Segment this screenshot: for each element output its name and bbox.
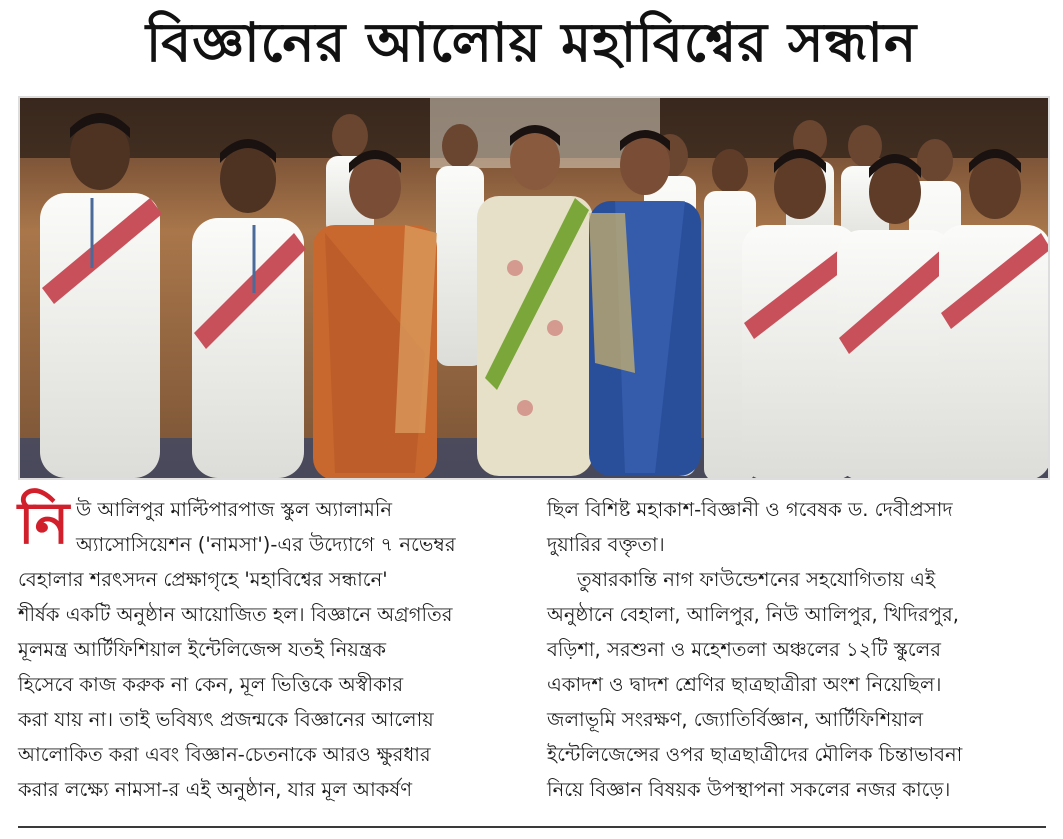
- article-line: বড়িশা, সরশুনা ও মহেশতলা অঞ্চলের ১২টি স্কুলের: [547, 638, 941, 661]
- article-line: শীর্ষক একটি অনুষ্ঠান আয়োজিত হল। বিজ্ঞানে অগ্রগতির: [18, 603, 453, 626]
- dropcap: নি: [18, 489, 70, 557]
- article-line: নিয়ে বিজ্ঞান বিষয়ক উপস্থাপনা সকলের নজর কাড়ে।: [547, 778, 951, 801]
- article-column-left: [18, 489, 518, 807]
- article-line: ইন্টেলিজেন্সের ওপর ছাত্রছাত্রীদের মৌলিক চিন্তাভাবনা: [547, 743, 963, 766]
- article-column-right: [547, 492, 1047, 807]
- article-line: করার লক্ষ্যে নামসা-র এই অনুষ্ঠান, যার মূল আকর্ষণ: [18, 778, 412, 801]
- article-line: আলোকিত করা এবং বিজ্ঞান-চেতনাকে আরও ক্ষুরধার: [18, 743, 431, 766]
- article-line: হিসেবে কাজ করুক না কেন, মূল ভিত্তিকে অস্বীকার: [18, 673, 404, 696]
- bottom-divider: [18, 826, 1046, 828]
- article-line: ছিল বিশিষ্ট মহাকাশ-বিজ্ঞানী ও গবেষক ড. দেবীপ্রসাদ: [547, 498, 953, 521]
- article-line: উ আলিপুর মাল্টিপারপাজ স্কুল অ্যালামনি: [76, 498, 393, 521]
- article-line: মূলমন্ত্র আর্টিফিশিয়াল ইন্টেলিজেন্স যতই নিয়ন্ত্রক: [18, 638, 387, 661]
- article-line: করা যায় না। তাই ভবিষ্যৎ প্রজন্মকে বিজ্ঞানের আলোয়: [18, 708, 434, 731]
- article-line: একাদশ ও দ্বাদশ শ্রেণির ছাত্রছাত্রীরা অংশ নিয়েছিল।: [547, 673, 942, 696]
- article-line: অনুষ্ঠানে বেহালা, আলিপুর, নিউ আলিপুর, খিদিরপুর,: [547, 603, 959, 626]
- article-line: অ্যাসোসিয়েশন ('নামসা')-এর উদ্যোগে ৭ নভেম্বর: [76, 533, 456, 556]
- article-line: জলাভূমি সংরক্ষণ, জ্যোতির্বিজ্ঞান, আর্টিফিশিয়াল: [547, 708, 923, 731]
- article-line: বেহালার শরৎসদন প্রেক্ষাগৃহে 'মহাবিশ্বের সন্ধানে': [18, 568, 388, 591]
- article-line: দুয়ারির বক্তৃতা।: [547, 533, 665, 556]
- group-photo: [18, 96, 1050, 480]
- article-line: তুষারকান্তি নাগ ফাউন্ডেশনের সহযোগিতায় এই: [577, 568, 936, 591]
- headline: বিজ্ঞানের আলোয় মহাবিশ্বের সন্ধান: [145, 11, 918, 74]
- group-photo-illustration: [20, 98, 1048, 478]
